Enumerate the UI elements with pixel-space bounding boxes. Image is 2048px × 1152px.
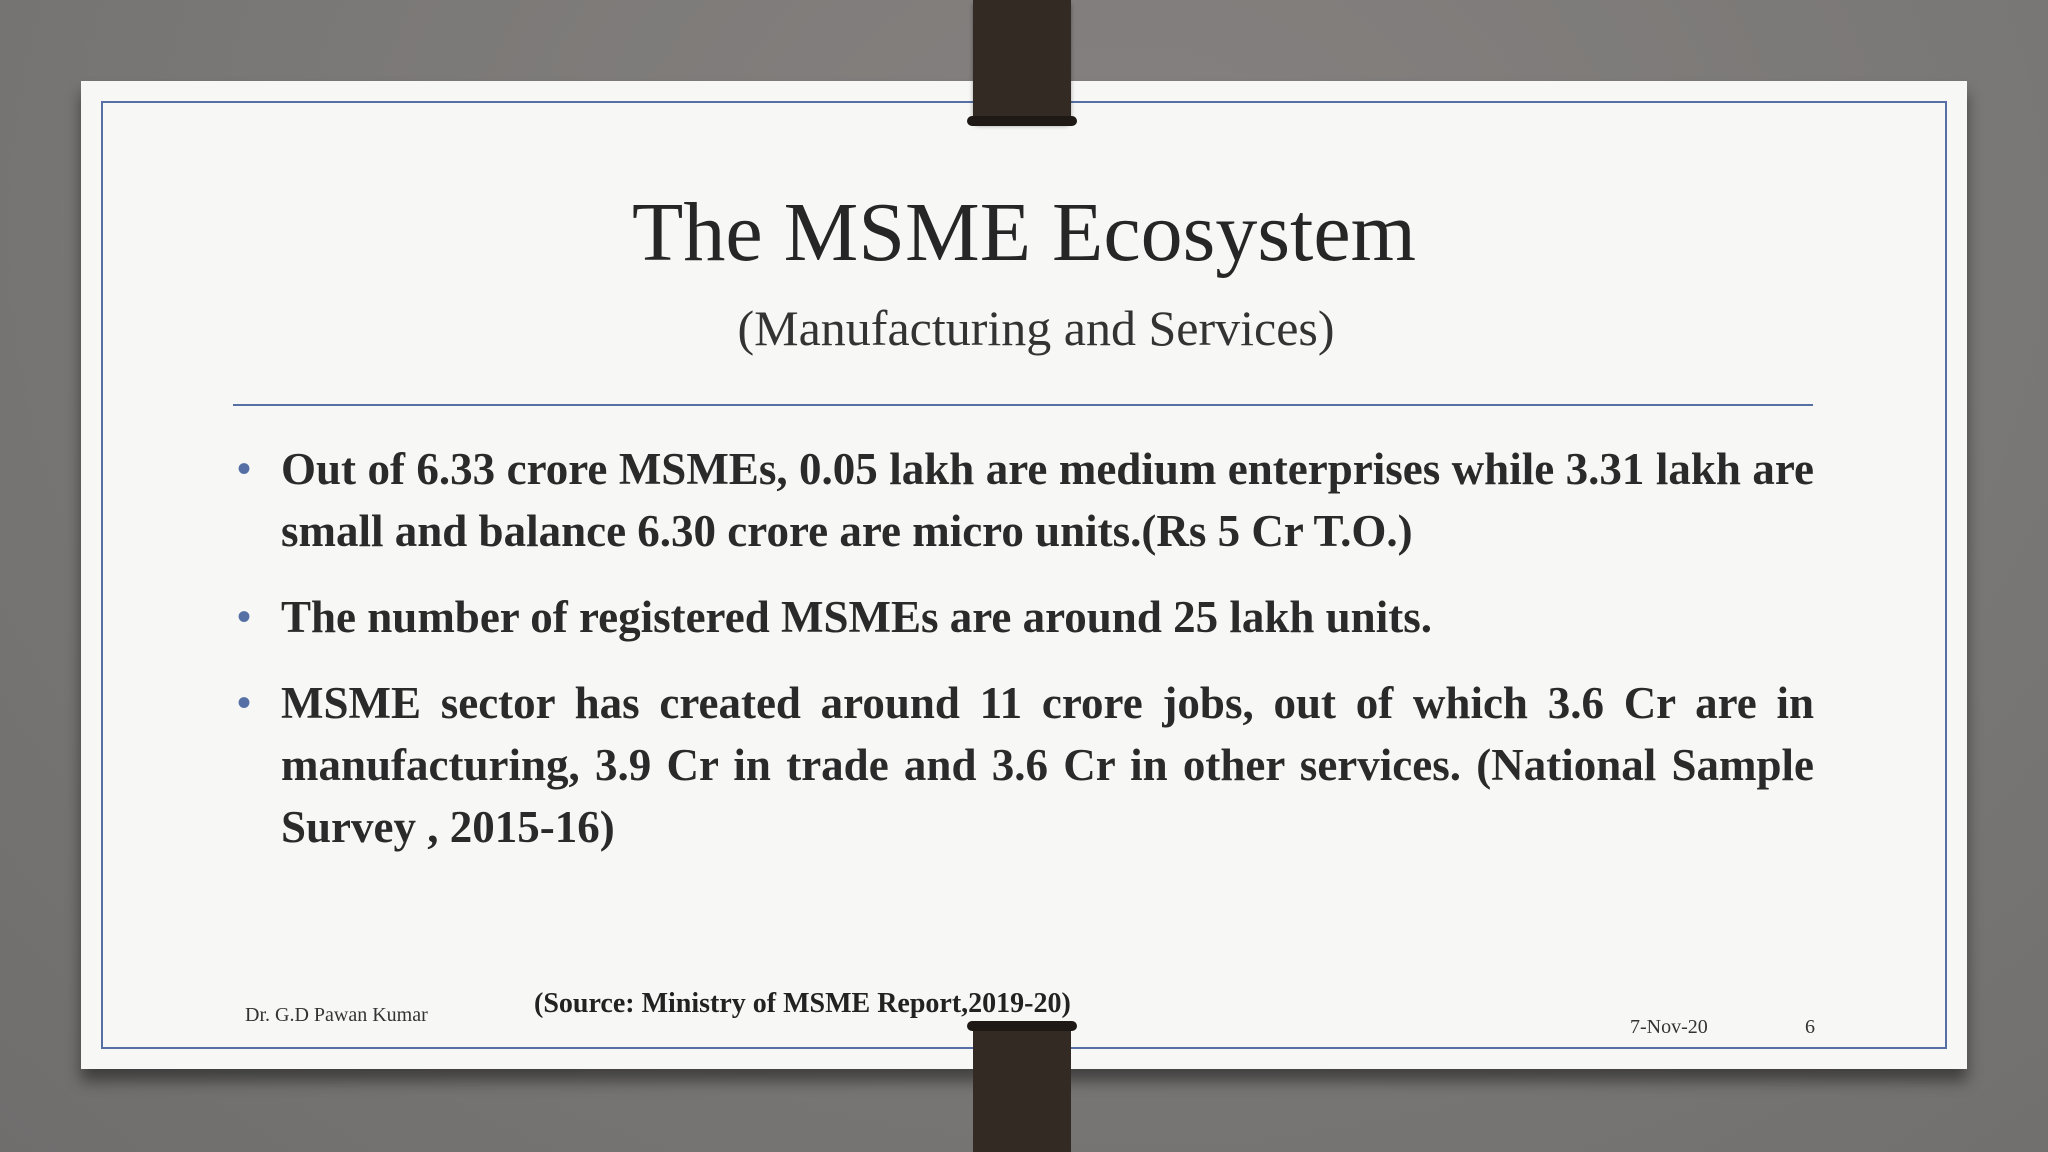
bullet-text: Out of 6.33 crore MSMEs, 0.05 lakh are medium enterprises while 3.31 lakh are small and balance 6.30 crore are micro units.(Rs 5 Cr T.O.)	[281, 444, 1814, 556]
bullet-list	[237, 438, 1814, 882]
footer-source: (Source: Ministry of MSME Report,2019-20)	[534, 988, 1071, 1019]
bullet-item	[237, 438, 1814, 562]
binder-clip-top	[973, 0, 1071, 122]
binder-clip-bottom	[973, 1025, 1071, 1152]
slide-subtitle: (Manufacturing and Services)	[737, 300, 1335, 356]
bullet-dot-icon: •	[237, 446, 252, 491]
footer-page-number: 6	[1805, 1016, 1815, 1038]
bullet-dot-icon: •	[237, 680, 252, 725]
bullet-text: MSME sector has created around 11 crore jobs, out of which 3.6 Cr are in manufacturing, 3.9 Cr in trade and 3.6 Cr in other services. (National Sample Survey , 2015-16)	[281, 678, 1814, 852]
title-divider	[233, 404, 1813, 406]
slide-title: The MSME Ecosystem	[632, 186, 1416, 279]
footer-author: Dr. G.D Pawan Kumar	[245, 1004, 428, 1026]
bullet-item	[237, 672, 1814, 858]
footer-date: 7-Nov-20	[1630, 1016, 1708, 1038]
bullet-dot-icon: •	[237, 594, 252, 639]
slide-paper	[81, 81, 1967, 1069]
bullet-text: The number of registered MSMEs are around 25 lakh units.	[281, 592, 1432, 642]
bullet-item	[237, 586, 1814, 648]
